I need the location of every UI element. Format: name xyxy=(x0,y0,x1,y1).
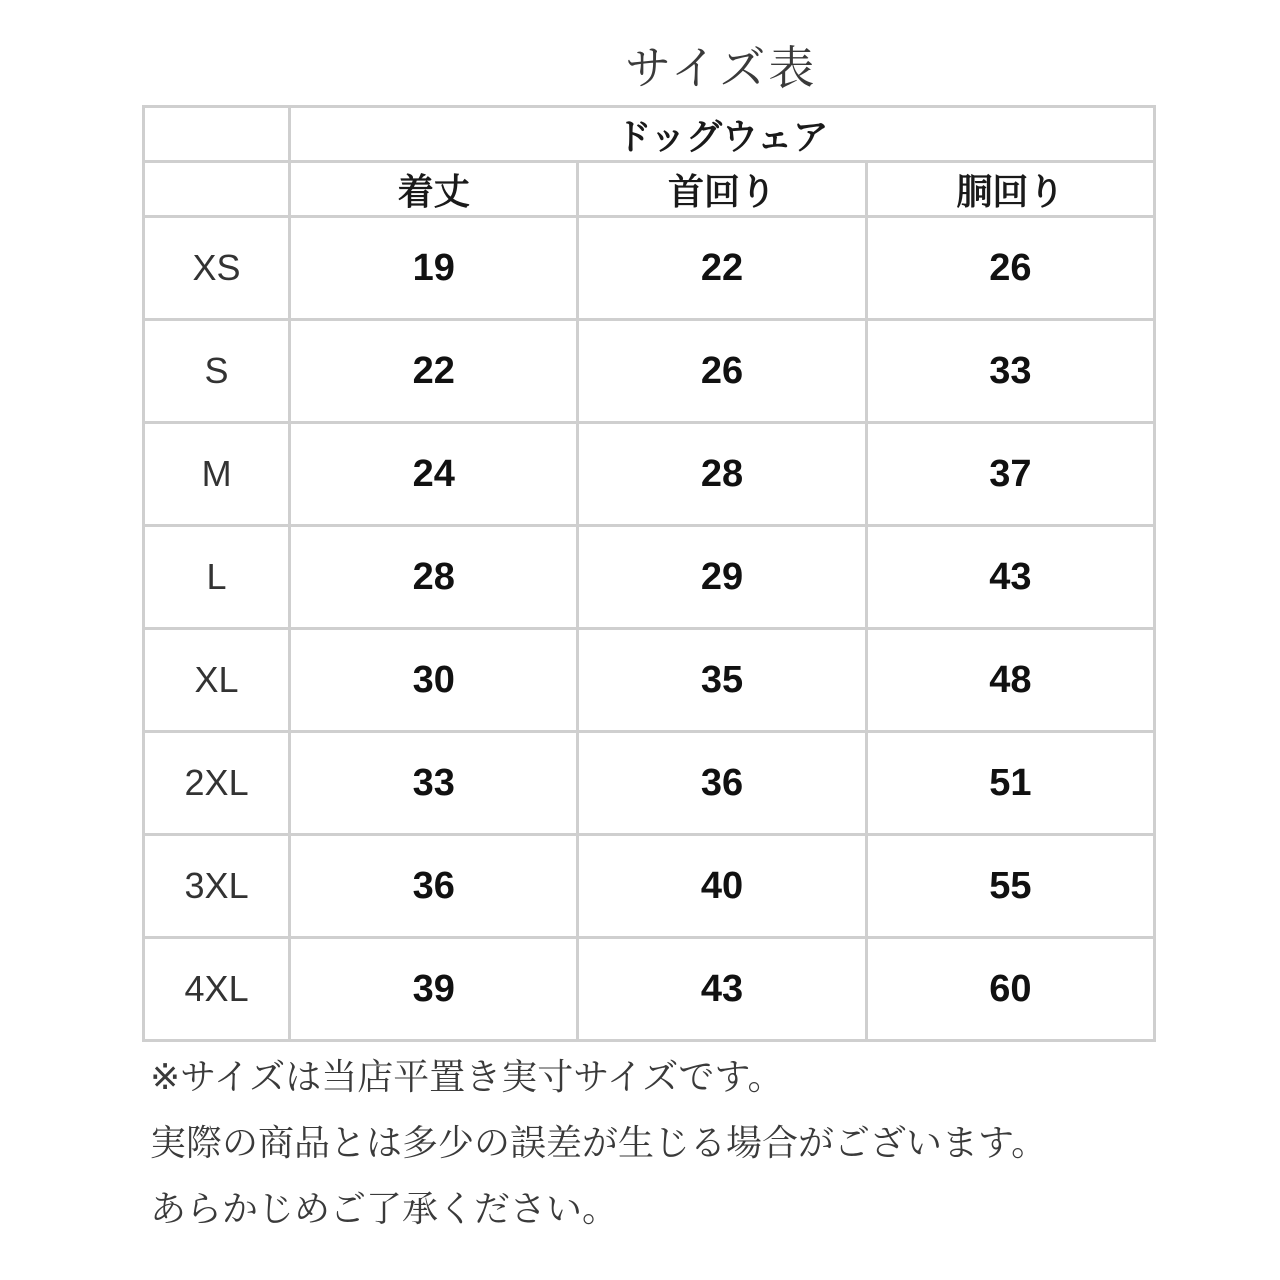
table-row xyxy=(144,732,1155,835)
value-cell xyxy=(578,320,866,423)
size-cell xyxy=(144,835,290,938)
neck-value: 28 xyxy=(700,452,744,495)
table-row xyxy=(144,320,1155,423)
value-cell xyxy=(290,629,578,732)
chest-value: 37 xyxy=(989,452,1032,495)
size-label: M xyxy=(201,453,232,494)
group-header-label: ドッグウェア xyxy=(615,116,829,158)
length-value: 28 xyxy=(412,555,455,598)
size-label: 3XL xyxy=(184,865,249,906)
empty-corner-cell xyxy=(144,162,290,217)
value-cell xyxy=(290,835,578,938)
value-cell xyxy=(578,938,866,1041)
chest-value: 51 xyxy=(989,761,1032,804)
value-cell xyxy=(866,526,1154,629)
length-value: 36 xyxy=(412,864,455,907)
table-header-columns-row xyxy=(144,162,1155,217)
value-cell xyxy=(578,629,866,732)
column-header-cell xyxy=(290,162,578,217)
neck-value: 29 xyxy=(700,555,744,598)
size-label: 2XL xyxy=(184,762,249,803)
size-cell xyxy=(144,938,290,1041)
value-cell xyxy=(578,423,866,526)
value-cell xyxy=(866,423,1154,526)
value-cell xyxy=(578,835,866,938)
length-value: 39 xyxy=(412,967,455,1010)
group-header-cell xyxy=(290,107,1155,162)
note-line: ※サイズは当店平置き実寸サイズです。 xyxy=(150,1057,784,1098)
size-label: 4XL xyxy=(184,968,249,1009)
value-cell xyxy=(290,938,578,1041)
value-cell xyxy=(290,320,578,423)
page-title: サイズ表 xyxy=(625,41,818,95)
length-value: 24 xyxy=(412,452,455,495)
table-row xyxy=(144,938,1155,1041)
neck-value: 26 xyxy=(700,349,744,392)
size-cell xyxy=(144,732,290,835)
value-cell xyxy=(866,938,1154,1041)
notes-block xyxy=(150,1045,1260,1243)
chest-value: 48 xyxy=(989,658,1032,701)
value-cell xyxy=(290,217,578,320)
empty-corner-cell xyxy=(144,107,290,162)
chest-value: 60 xyxy=(989,967,1032,1010)
value-cell xyxy=(866,320,1154,423)
size-cell xyxy=(144,217,290,320)
value-cell xyxy=(578,526,866,629)
size-label: S xyxy=(204,350,229,391)
column-header-neck: 首回り xyxy=(668,171,777,213)
table-row xyxy=(144,423,1155,526)
value-cell xyxy=(866,732,1154,835)
chest-value: 55 xyxy=(989,864,1032,907)
table-row xyxy=(144,629,1155,732)
length-value: 22 xyxy=(412,349,455,392)
value-cell xyxy=(578,732,866,835)
value-cell xyxy=(866,835,1154,938)
column-header-length: 着丈 xyxy=(397,171,470,213)
table-header-group-row xyxy=(144,107,1155,162)
length-value: 30 xyxy=(412,658,455,701)
value-cell xyxy=(578,217,866,320)
note-line: あらかじめご了承ください。 xyxy=(150,1189,619,1230)
table-row xyxy=(144,217,1155,320)
length-value: 33 xyxy=(412,761,455,804)
neck-value: 40 xyxy=(700,864,744,907)
column-header-chest: 胴回り xyxy=(956,171,1065,213)
size-label: XS xyxy=(192,247,241,288)
neck-value: 43 xyxy=(700,967,744,1010)
size-label: L xyxy=(206,556,227,597)
value-cell xyxy=(290,423,578,526)
size-label: XL xyxy=(194,659,239,700)
chest-value: 33 xyxy=(989,349,1032,392)
table-row xyxy=(144,526,1155,629)
length-value: 19 xyxy=(412,246,455,289)
column-header-cell xyxy=(578,162,866,217)
neck-value: 36 xyxy=(700,761,744,804)
size-cell xyxy=(144,320,290,423)
size-cell xyxy=(144,423,290,526)
neck-value: 22 xyxy=(700,246,744,289)
table-row xyxy=(144,835,1155,938)
value-cell xyxy=(866,217,1154,320)
size-cell xyxy=(144,526,290,629)
chest-value: 43 xyxy=(989,555,1032,598)
value-cell xyxy=(866,629,1154,732)
value-cell xyxy=(290,732,578,835)
value-cell xyxy=(290,526,578,629)
column-header-cell xyxy=(866,162,1154,217)
neck-value: 35 xyxy=(700,658,744,701)
size-cell xyxy=(144,629,290,732)
chest-value: 26 xyxy=(989,246,1032,289)
size-table xyxy=(142,105,1156,1042)
note-line: 実際の商品とは多少の誤差が生じる場合がございます。 xyxy=(150,1123,1048,1164)
